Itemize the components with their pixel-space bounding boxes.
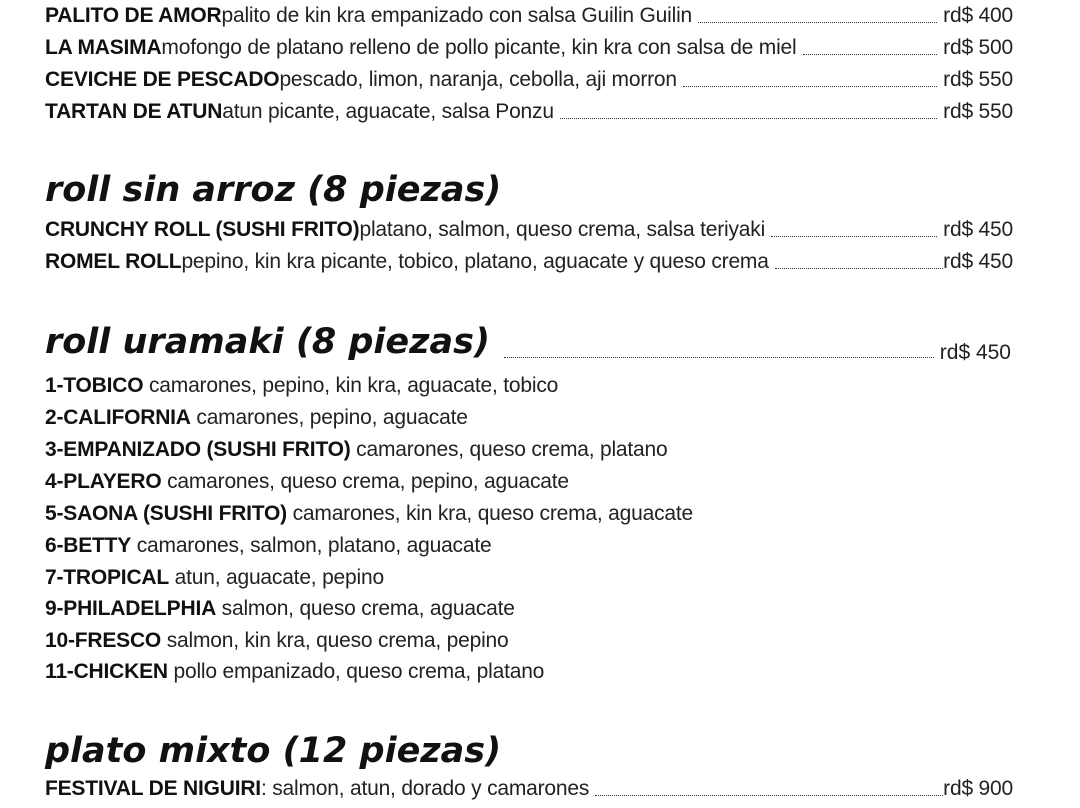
item-description: mofongo de platano relleno de pollo picante, kin kra con salsa de miel <box>161 36 797 59</box>
item-name: 9-PHILADELPHIA <box>45 597 217 620</box>
dot-leader <box>504 357 934 358</box>
menu-item-row <box>45 65 1013 95</box>
item-name: PALITO DE AMOR <box>45 4 222 27</box>
item-name: FESTIVAL DE NIGUIRI <box>45 777 261 800</box>
dot-leader <box>683 86 937 87</box>
list-item <box>45 467 569 497</box>
item-description: pescado, limon, naranja, cebolla, aji morron <box>279 68 677 91</box>
section-price: rd$ 450 <box>939 341 1011 364</box>
list-item <box>45 594 515 624</box>
dot-leader <box>775 268 943 269</box>
item-name: 10-FRESCO <box>45 629 162 652</box>
item-name: 6-BETTY <box>45 534 132 557</box>
list-item <box>45 499 693 529</box>
menu-item-row <box>45 1 1013 31</box>
item-name: 7-TROPICAL <box>45 566 170 589</box>
list-item <box>45 531 491 561</box>
item-name: TARTAN DE ATUN <box>45 100 223 123</box>
item-name: 5-SAONA (SUSHI FRITO) <box>45 502 287 525</box>
list-item <box>45 435 667 465</box>
section-heading-row-roll-uramaki <box>45 320 1011 364</box>
dot-leader <box>803 54 938 55</box>
item-description: salmon, kin kra, queso crema, pepino <box>161 629 509 652</box>
item-price: rd$ 500 <box>943 36 1013 59</box>
menu-item-row <box>45 33 1013 63</box>
item-description: pepino, kin kra picante, tobico, platano, aguacate y queso crema <box>181 250 769 273</box>
item-name: 4-PLAYERO <box>45 470 162 493</box>
item-name: LA MASIMA <box>45 36 162 59</box>
dot-leader <box>560 118 937 119</box>
item-description: palito de kin kra empanizado con salsa Guilin Guilin <box>221 4 693 27</box>
item-description: : salmon, atun, dorado y camarones <box>260 777 590 800</box>
list-item <box>45 371 558 401</box>
item-description: camarones, queso crema, pepino, aguacate <box>161 470 569 493</box>
section-heading-roll-uramaki: roll uramaki (8 piezas) <box>45 322 490 362</box>
list-item <box>45 563 384 593</box>
section-heading-plato-mixto: plato mixto (12 piezas) <box>45 731 502 771</box>
item-description: camarones, salmon, platano, aguacate <box>131 534 492 557</box>
dot-leader <box>698 22 937 23</box>
dot-leader <box>595 795 943 796</box>
list-item <box>45 657 544 687</box>
item-name: 1-TOBICO <box>45 374 144 397</box>
item-description: camarones, pepino, aguacate <box>190 406 468 429</box>
item-description: camarones, queso crema, platano <box>350 438 668 461</box>
item-description: atun, aguacate, pepino <box>169 566 384 589</box>
menu-page <box>45 0 1013 808</box>
list-item <box>45 403 468 433</box>
item-name: 3-EMPANIZADO (SUSHI FRITO) <box>45 438 351 461</box>
menu-item-row <box>45 247 1013 277</box>
dot-leader <box>771 236 937 237</box>
item-description: salmon, queso crema, aguacate <box>216 597 515 620</box>
item-name: ROMEL ROLL <box>45 250 182 273</box>
item-name: CRUNCHY ROLL (SUSHI FRITO) <box>45 218 360 241</box>
item-description: atun picante, aguacate, salsa Ponzu <box>222 100 554 123</box>
item-price: rd$ 400 <box>943 4 1013 27</box>
item-name: CEVICHE DE PESCADO <box>45 68 280 91</box>
item-description: camarones, kin kra, queso crema, aguacate <box>286 502 693 525</box>
item-price: rd$ 550 <box>943 68 1013 91</box>
menu-item-row <box>45 774 1013 804</box>
item-description: camarones, pepino, kin kra, aguacate, tobico <box>143 374 559 397</box>
item-price: rd$ 900 <box>943 777 1013 800</box>
item-price: rd$ 450 <box>943 218 1013 241</box>
list-item <box>45 626 509 656</box>
section-heading-roll-sin-arroz: roll sin arroz (8 piezas) <box>45 170 502 210</box>
item-name: 2-CALIFORNIA <box>45 406 191 429</box>
menu-item-row <box>45 215 1013 245</box>
menu-item-row <box>45 97 1013 127</box>
item-name: 11-CHICKEN <box>45 660 168 683</box>
item-price: rd$ 450 <box>943 250 1013 273</box>
item-description: platano, salmon, queso crema, salsa teriyaki <box>359 218 766 241</box>
item-price: rd$ 550 <box>943 100 1013 123</box>
item-description: pollo empanizado, queso crema, platano <box>167 660 545 683</box>
